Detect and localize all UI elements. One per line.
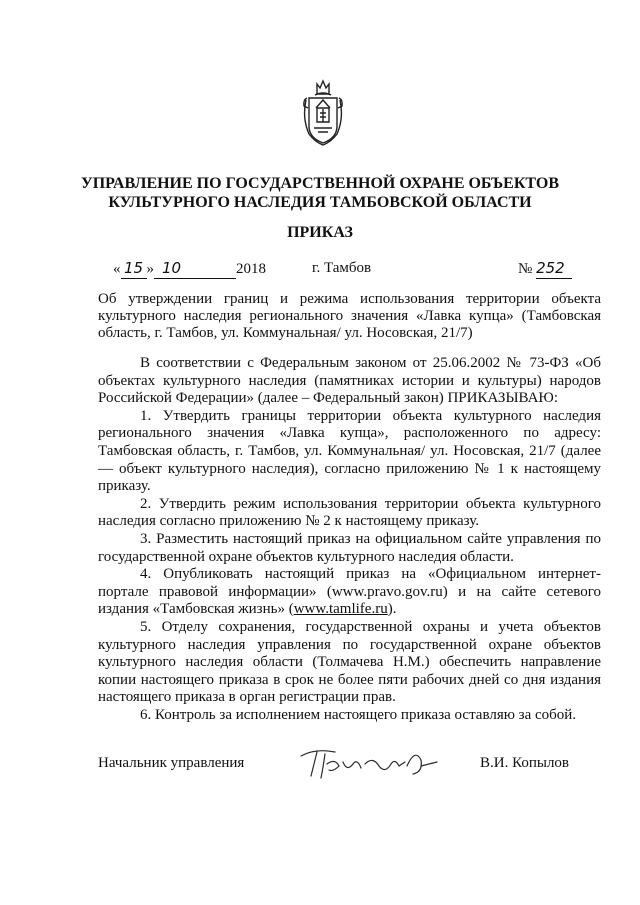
order-number — [518, 258, 572, 279]
handwritten-signature — [295, 742, 445, 786]
signatory-name: В.И. Копылов — [480, 755, 570, 771]
clause-2: 2. Утвердить режим использования территории объекта культурного наследия согласно приложению № 2 к настоящему приказу. — [98, 495, 601, 530]
date-quote-close: » — [146, 261, 154, 277]
clause-5: 5. Отделу сохранения, государственной охраны и учета объектов культурного наследия управления по государственной охране объектов культурного наследия области (Толмачева Н.М.) обеспечить направление копии настоящего приказа в срок не более пяти рабочих дней со дня издания настоящего приказа в орган регистрации прав. — [98, 618, 601, 706]
clause-1: 1. Утвердить границы территории объекта культурного наследия регионального значения «Лавка купца», расположенного по адресу: Тамбовская область, г. Тамбов, ул. Коммунальная/ ул. Носовская, 21/7 (далее — объект культурного наследия), согласно приложению № 1 к настоящему приказу. — [98, 407, 601, 495]
document-type-title: ПРИКАЗ — [287, 224, 353, 241]
preamble: В соответствии с Федеральным законом от 25.06.2002 № 73-ФЗ «Об объектах культурного наследия (памятниках истории и культуры) народов Российской Федерации» (далее – Федеральный закон) ПРИКАЗЫВАЮ: — [98, 355, 601, 407]
clause-4-text: 4. Опубликовать настоящий приказ на «Официальном интернет-портале правовой информации» (www.pravo.gov.ru) и на сайте сетевого издания «Тамбовская жизнь» ( — [98, 566, 601, 618]
org-line-1: УПРАВЛЕНИЕ ПО ГОСУДАРСТВЕННОЙ ОХРАНЕ ОБЪЕКТОВ — [80, 175, 559, 192]
number-sign: № — [518, 261, 533, 277]
clause-4 — [98, 566, 601, 619]
handwritten-day: 15 — [121, 258, 147, 279]
order-date — [113, 258, 266, 279]
org-line-2: КУЛЬТУРНОГО НАСЛЕДИЯ ТАМБОВСКОЙ ОБЛАСТИ — [108, 194, 532, 211]
clause-3: 3. Разместить настоящий приказ на официальном сайте управления по государственной охране объектов культурного наследия области. — [98, 530, 601, 565]
order-city: г. Тамбов — [312, 260, 372, 276]
handwritten-month: 10 — [154, 258, 236, 279]
tambov-coat-of-arms-icon — [300, 78, 346, 148]
signatory-title: Начальник управления — [98, 755, 245, 771]
order-year: 2018 — [236, 261, 266, 277]
organization-name — [60, 174, 580, 212]
clause-4-tail: ). — [387, 601, 397, 618]
clause-6: 6. Контроль за исполнением настоящего приказа оставляю за собой. — [140, 706, 577, 723]
date-quote-open: « — [113, 261, 121, 277]
tamlife-link[interactable]: www.tamlife.ru — [293, 601, 388, 618]
order-subject: Об утверждении границ и режима использования территории объекта культурного наследия регионального значения «Лавка купца» (Тамбовская область, г. Тамбов, ул. Коммунальная/ ул. Носовская, 21/7) — [98, 291, 601, 341]
handwritten-number: 252 — [536, 258, 572, 279]
order-body — [98, 355, 601, 724]
